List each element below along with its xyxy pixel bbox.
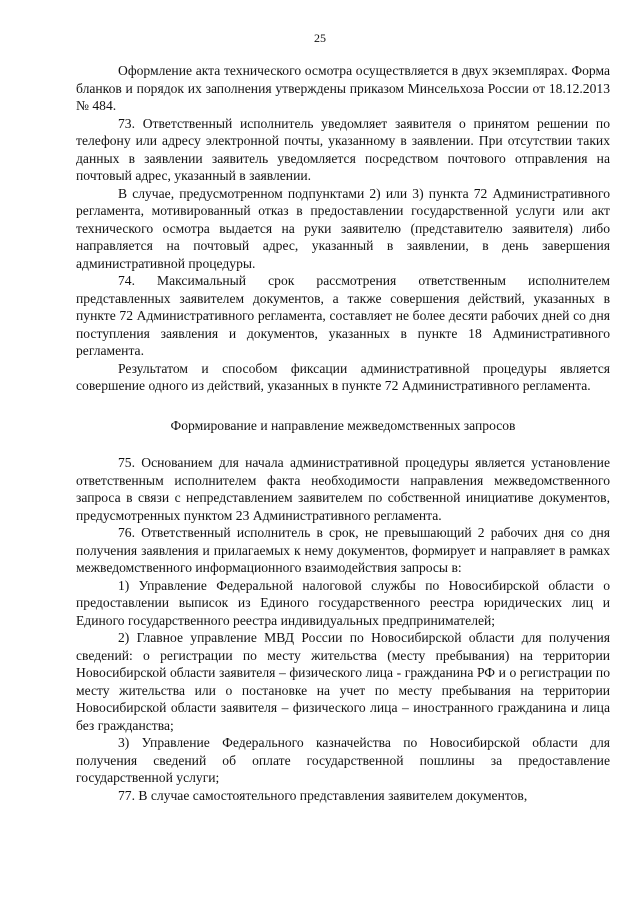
list-item-3: 3) Управление Федерального казначейства по Новосибирской области для получения сведений об оплате государственной пошлины за предоставление государственной услуги;: [76, 735, 610, 785]
paragraph-act-forms: Оформление акта технического осмотра осуществляется в двух экземплярах. Форма бланков и порядок их заполнения утверждены приказом Минсельхоза России от 18.12.2013 № 484.: [76, 63, 610, 113]
section-heading: Формирование и направление межведомственных запросов: [170, 417, 516, 433]
document-body: [76, 62, 610, 804]
list-item-2: 2) Главное управление МВД России по Новосибирской области для получения сведений: о регистрации по месту жительства (месту пребывания) на территории Новосибирской области заявителя – физического лица - гражданина РФ и о регистрации по месту жительства или о постановке на учет по месту пребывания на территории Новосибирской области заявителя – физического лица – иностранного гражданина и лица без гражданства;: [76, 630, 610, 733]
paragraph-73: 73. Ответственный исполнитель уведомляет заявителя о принятом решении по телефону или адресу электронной почты, указанному в заявлении. При отсутствии таких данных в заявлении заявитель уведомляется посредством почтового отправления на почтовый адрес, указанный в заявлении.: [76, 115, 610, 183]
paragraph-75: 75. Основанием для начала административной процедуры является установление ответственным исполнителем факта необходимости направления межведомственного запроса в связи с непредставлением заявителем по собственной инициативе документов, предусмотренных пунктом 23 Административного регламента.: [76, 455, 610, 523]
paragraph-result: Результатом и способом фиксации административной процедуры является совершение одного из действий, указанных в пункте 72 Административного регламента.: [76, 360, 610, 393]
paragraph-refusal-delivery: В случае, предусмотренном подпунктами 2) или 3) пункта 72 Административного регламента, мотивированный отказ в предоставлении государственной услуги или акт технического осмотра выдается на руки заявителю (представителю заявителя) либо направляется на почтовый адрес, указанный в заявлении, в день завершения административной процедуры.: [76, 185, 610, 271]
paragraph-76: 76. Ответственный исполнитель в срок, не превышающий 2 рабочих дня со дня получения заявления и прилагаемых к нему документов, формирует и направляет в рамках межведомственного информационного взаимодействия запросы в:: [76, 525, 610, 575]
list-item-1: 1) Управление Федеральной налоговой службы по Новосибирской области о предоставлении выписок из Единого государственного реестра юридических лиц и Единого государственного реестра индивидуальных предпринимателей;: [76, 577, 610, 628]
page-number: 25: [314, 31, 326, 45]
paragraph-77: 77. В случае самостоятельного представления заявителем документов,: [118, 787, 528, 803]
paragraph-74: 74. Максимальный срок рассмотрения ответственным исполнителем представленных заявителем документов, а также совершения действий, указанных в пункте 72 Административного регламента, составляет не более десяти рабочих дней со дня поступления заявления и документов, указанных в пункте 18 Административного регламента.: [76, 273, 610, 358]
